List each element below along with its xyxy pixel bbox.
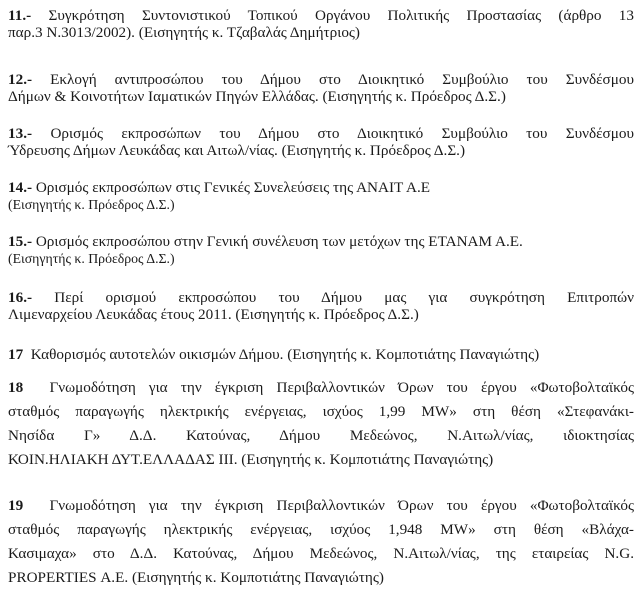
agenda-line: Κασιμαχα» στο Δ.Δ. Κατούνας, Δήμου Μεδεώνος, Ν.Αιτωλ/νίας, της εταιρείας N.G. (8, 545, 634, 562)
item-number: 12.- (8, 71, 33, 88)
item-number: 14.- (8, 179, 33, 196)
agenda-item-19 (8, 497, 634, 586)
agenda-line (8, 7, 634, 24)
agenda-item-13 (8, 125, 634, 159)
agenda-line: σταθμός παραγωγής ηλεκτρικής ενέργειας, ισχύος 1,948 MW» στη θέση «Βλάχα- (8, 521, 634, 538)
item-text: Εκλογή αντιπροσώπου του Δήμου στο Διοικητικό Συμβούλιο του Συνδέσμου (50, 71, 634, 88)
agenda-line (8, 71, 634, 88)
agenda-item-17 (8, 346, 634, 363)
item-text: Περί ορισμού εκπροσώπου του Δήμου μας για συγκρότηση Επιτροπών (54, 289, 634, 306)
agenda-item-11 (8, 7, 634, 41)
agenda-line: παρ.3 Ν.3013/2002). (Εισηγητής κ. Τζαβαλάς Δημήτριος) (8, 24, 360, 41)
agenda-item-14 (8, 179, 634, 213)
agenda-line (8, 125, 634, 142)
item-text: Συγκρότηση Συντονιστικού Τοπικού Οργάνου Πολιτικής Προστασίας (άρθρο 13 (48, 7, 634, 24)
item-text: Ορισμός εκπροσώπων του Δήμου στο Διοικητικό Συμβούλιο του Συνδέσμου (50, 125, 634, 142)
item-text: Ορισμός εκπροσώπου στην Γενική συνέλευση των μετόχων της ΕΤΑΝΑΜ Α.Ε. (35, 233, 523, 250)
item-number: 17 (8, 346, 24, 363)
agenda-line: Λιμεναρχείου Λευκάδας έτους 2011. (Εισηγητής κ. Πρόεδρος Δ.Σ.) (8, 306, 419, 323)
item-number: 13.- (8, 125, 33, 142)
item-text: Γνωμοδότηση για την έγκριση Περιβαλλοντικών Όρων του έργου «Φωτοβολταϊκός (49, 497, 634, 514)
agenda-item-16 (8, 289, 634, 323)
agenda-line: (Εισηγητής κ. Πρόεδρος Δ.Σ.) (8, 251, 175, 266)
agenda-line: Ύδρευσης Δήμων Λευκάδας και Αιτωλ/νίας. (Εισηγητής κ. Πρόεδρος Δ.Σ.) (8, 142, 466, 159)
agenda-line (8, 289, 634, 306)
agenda-item-12 (8, 71, 634, 105)
item-number: 19 (8, 497, 24, 514)
agenda-item-18 (8, 379, 634, 468)
agenda-line (8, 179, 634, 196)
agenda-line (8, 233, 634, 250)
agenda-line (8, 379, 634, 396)
item-text: Καθορισμός αυτοτελών οικισμών Δήμου. (Εισηγητής κ. Κομποτιάτης Παναγιώτης) (30, 346, 540, 363)
agenda-line: (Εισηγητής κ. Πρόεδρος Δ.Σ.) (8, 197, 175, 212)
agenda-line: ΚΟΙΝ.ΗΛΙΑΚΗ ΔΥΤ.ΕΛΛΑΔΑΣ ΙΙΙ. (Εισηγητής κ. Κομποτιάτης Παναγιώτης) (8, 451, 494, 468)
agenda-line (8, 497, 634, 514)
agenda-line: Νησίδα Γ» Δ.Δ. Κατούνας, Δήμου Μεδεώνος, Ν.Αιτωλ/νίας, ιδιοκτησίας (8, 427, 634, 444)
agenda-line: Δήμων & Κοινοτήτων Ιαματικών Πηγών Ελλάδας. (Εισηγητής κ. Πρόεδρος Δ.Σ.) (8, 88, 506, 105)
item-number: 16.- (8, 289, 33, 306)
item-number: 15.- (8, 233, 33, 250)
item-number: 11.- (8, 7, 32, 24)
item-text: Γνωμοδότηση για την έγκριση Περιβαλλοντικών Όρων του έργου «Φωτοβολταϊκός (49, 379, 634, 396)
item-number: 18 (8, 379, 24, 396)
agenda-line: PROPERTIES Α.Ε. (Εισηγητής κ. Κομποτιάτης Παναγιώτης) (8, 569, 384, 586)
item-text: Ορισμός εκπροσώπων στις Γενικές Συνελεύσεις της ΑΝΑΙΤ Α.Ε (35, 179, 431, 196)
agenda-line: σταθμός παραγωγής ηλεκτρικής ενέργειας, ισχύος 1,99 MW» στη θέση «Στεφανάκι- (8, 403, 634, 420)
agenda-item-15 (8, 233, 634, 267)
agenda-line (8, 346, 634, 363)
